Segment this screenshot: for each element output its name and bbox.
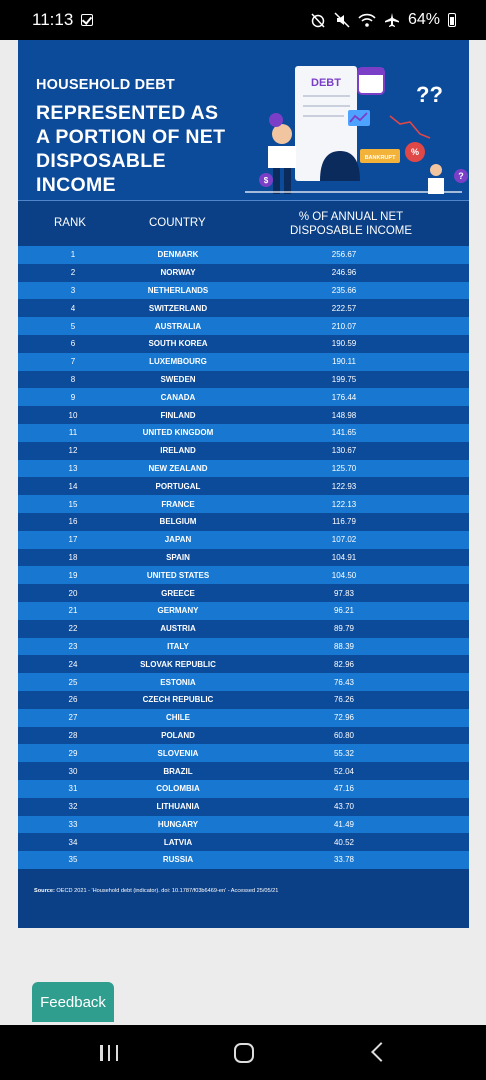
cell-country: POLAND <box>161 730 195 740</box>
cell-value: 76.43 <box>333 677 355 687</box>
cell-country: BRAZIL <box>163 766 193 776</box>
table-row <box>18 246 469 264</box>
cell-rank: 26 <box>68 695 78 705</box>
source-note <box>34 888 278 894</box>
table-row <box>18 655 469 673</box>
navigation-bar <box>0 1025 486 1080</box>
table-header <box>18 200 469 246</box>
cell-value: 176.44 <box>331 392 357 402</box>
status-left <box>32 10 93 30</box>
cell-country: DENMARK <box>157 250 199 260</box>
cell-value: 72.96 <box>333 713 355 723</box>
phone-bubble-icon <box>269 113 283 127</box>
table-row <box>18 335 469 353</box>
cell-value: 33.78 <box>333 855 355 865</box>
cell-rank: 21 <box>68 606 78 616</box>
svg-text:$: $ <box>263 176 269 185</box>
column-header-percent: % OF ANNUAL NET DISPOSABLE INCOME <box>289 211 413 237</box>
table-row <box>18 691 469 709</box>
cell-value: 82.96 <box>333 659 355 669</box>
table-row <box>18 513 469 531</box>
cell-country: ESTONIA <box>160 677 196 687</box>
cell-country: AUSTRIA <box>160 624 196 634</box>
cell-country: GREECE <box>161 588 195 598</box>
cell-country: CHILE <box>166 713 190 723</box>
cell-value: 43.70 <box>333 802 355 812</box>
cell-rank: 32 <box>68 802 78 812</box>
source-text: OECD 2021 - 'Household debt (indicator). doi: 10.1787/f03b6469-en' - Accessed 25/05/21 <box>56 888 279 894</box>
cell-value: 148.98 <box>331 410 357 420</box>
table-row <box>18 638 469 656</box>
question-marks-icon: ?? <box>416 82 443 107</box>
table-row <box>18 602 469 620</box>
cell-country: JAPAN <box>164 535 192 545</box>
table-row <box>18 673 469 691</box>
svg-text:?: ? <box>458 171 464 181</box>
cell-value: 104.91 <box>331 552 357 562</box>
cell-value: 89.79 <box>333 624 355 634</box>
cell-country: IRELAND <box>160 446 196 456</box>
cell-country: UNITED KINGDOM <box>142 428 214 438</box>
cell-country: BELGIUM <box>159 517 197 527</box>
cell-value: 116.79 <box>332 517 356 527</box>
cell-rank: 23 <box>68 641 78 651</box>
battery-icon <box>448 13 456 27</box>
cell-country: LATVIA <box>163 837 193 847</box>
table-row <box>18 709 469 727</box>
cell-rank: 30 <box>68 766 78 776</box>
cell-country: SPAIN <box>166 552 190 562</box>
table-row <box>18 282 469 300</box>
table-row <box>18 851 469 869</box>
cell-rank: 33 <box>68 819 78 829</box>
table-row <box>18 798 469 816</box>
cell-value: 60.80 <box>333 730 355 740</box>
table-row <box>18 531 469 549</box>
table-row <box>18 442 469 460</box>
cell-country: LITHUANIA <box>156 802 200 812</box>
cell-value: 122.13 <box>331 499 357 509</box>
cell-country: FINLAND <box>160 410 196 420</box>
cell-rank: 8 <box>70 374 76 384</box>
column-header-country: COUNTRY <box>149 217 206 229</box>
chart-tile-icon <box>348 110 370 126</box>
table-row <box>18 406 469 424</box>
cell-value: 107.02 <box>331 535 357 545</box>
table-row <box>18 424 469 442</box>
table-row <box>18 460 469 478</box>
cell-value: 104.50 <box>331 570 357 580</box>
cell-rank: 2 <box>70 268 76 278</box>
cell-rank: 5 <box>70 321 76 331</box>
cell-rank: 13 <box>68 463 78 473</box>
table-row <box>18 264 469 282</box>
cell-value: 125.70 <box>331 463 357 473</box>
cell-country: FRANCE <box>161 499 195 509</box>
table-row <box>18 816 469 834</box>
cell-rank: 18 <box>68 552 78 562</box>
table-row <box>18 833 469 851</box>
cell-value: 246.96 <box>331 268 357 278</box>
page-content[interactable] <box>0 40 486 1025</box>
cell-rank: 15 <box>68 499 78 509</box>
cell-value: 76.26 <box>333 695 355 705</box>
cell-rank: 16 <box>68 517 78 527</box>
cell-country: SLOVAK REPUBLIC <box>140 659 216 669</box>
cell-rank: 20 <box>68 588 78 598</box>
cell-rank: 17 <box>68 535 78 545</box>
cell-rank: 12 <box>68 446 78 456</box>
table-row <box>18 353 469 371</box>
feedback-button[interactable]: Feedback <box>32 982 114 1022</box>
cell-value: 97.83 <box>333 588 355 598</box>
cell-value: 52.04 <box>333 766 355 776</box>
table-row <box>18 549 469 567</box>
svg-text:%: % <box>410 147 420 157</box>
cell-country: SWITZERLAND <box>148 303 208 313</box>
cell-country: SWEDEN <box>160 374 196 384</box>
cell-rank: 29 <box>68 748 78 758</box>
cell-country: NETHERLANDS <box>147 285 209 295</box>
table-row <box>18 299 469 317</box>
alarm-off-icon <box>310 12 326 28</box>
table-row <box>18 317 469 335</box>
debt-table-rows <box>18 246 469 869</box>
cell-country: CZECH REPUBLIC <box>142 695 214 705</box>
cell-rank: 3 <box>70 285 76 295</box>
cell-rank: 28 <box>68 730 78 740</box>
cell-country: SOUTH KOREA <box>148 339 208 349</box>
cell-country: NEW ZEALAND <box>148 463 208 473</box>
cell-rank: 22 <box>68 624 78 634</box>
cell-value: 210.07 <box>331 321 357 331</box>
cell-country: LUXEMBOURG <box>149 357 207 367</box>
cell-rank: 19 <box>68 570 78 580</box>
infographic-title: REPRESENTED AS A PORTION OF NET DISPOSABLE INCOME <box>36 102 226 196</box>
cell-country: CANADA <box>160 392 196 402</box>
table-row <box>18 388 469 406</box>
man-figure-icon <box>268 146 296 168</box>
status-time: 11:13 <box>32 10 74 29</box>
cell-value: 122.93 <box>331 481 357 491</box>
table-row <box>18 584 469 602</box>
status-right <box>310 11 456 29</box>
status-bar <box>0 0 486 40</box>
cell-rank: 7 <box>70 357 76 367</box>
cell-country: RUSSIA <box>162 855 194 865</box>
table-row <box>18 566 469 584</box>
cell-country: NORWAY <box>160 268 196 278</box>
cell-value: 40.52 <box>333 837 355 847</box>
infographic-kicker: HOUSEHOLD DEBT <box>36 77 175 93</box>
cell-rank: 11 <box>68 428 78 438</box>
cell-value: 190.11 <box>332 357 356 367</box>
cell-value: 96.21 <box>333 606 355 616</box>
cell-country: GERMANY <box>157 606 199 616</box>
falling-chart-icon <box>390 116 430 138</box>
cell-country: SLOVENIA <box>157 748 199 758</box>
cell-value: 88.39 <box>333 641 355 651</box>
cell-country: ITALY <box>167 641 189 651</box>
home-button[interactable] <box>234 1043 254 1063</box>
table-row <box>18 477 469 495</box>
table-row <box>18 371 469 389</box>
cell-rank: 35 <box>68 855 78 865</box>
cell-country: AUSTRALIA <box>154 321 202 331</box>
cell-rank: 25 <box>68 677 78 687</box>
cell-rank: 14 <box>68 481 78 491</box>
cell-rank: 31 <box>68 784 78 794</box>
cell-value: 256.67 <box>331 250 357 260</box>
cell-country: COLOMBIA <box>156 784 200 794</box>
cell-rank: 4 <box>70 303 76 313</box>
cell-value: 130.67 <box>331 446 357 456</box>
source-label: Source: <box>34 888 55 894</box>
cell-rank: 34 <box>68 837 78 847</box>
battery-percent: 64% <box>407 11 440 28</box>
bankrupt-sign-label: BANKRUPT <box>364 155 396 161</box>
cell-value: 47.16 <box>333 784 355 794</box>
cell-value: 190.59 <box>331 339 357 349</box>
cell-value: 222.57 <box>331 303 357 313</box>
recent-apps-button[interactable] <box>100 1045 118 1061</box>
column-header-rank: RANK <box>54 217 86 229</box>
cell-value: 199.75 <box>331 374 357 384</box>
wifi-icon <box>358 12 376 28</box>
debt-illustration <box>240 54 462 194</box>
cell-value: 55.32 <box>333 748 355 758</box>
cell-rank: 27 <box>68 713 78 723</box>
table-row <box>18 727 469 745</box>
table-row <box>18 495 469 513</box>
household-debt-infographic <box>18 40 469 928</box>
cell-country: PORTUGAL <box>155 481 201 491</box>
cell-country: UNITED STATES <box>146 570 210 580</box>
checkbox-notification-icon <box>81 14 93 26</box>
table-row <box>18 744 469 762</box>
cell-country: HUNGARY <box>157 819 199 829</box>
cell-rank: 6 <box>70 339 76 349</box>
table-row <box>18 620 469 638</box>
mute-icon <box>334 12 350 28</box>
cell-rank: 1 <box>70 250 76 260</box>
table-row <box>18 762 469 780</box>
airplane-icon <box>384 12 400 28</box>
cell-rank: 9 <box>70 392 76 402</box>
cell-value: 235.66 <box>331 285 357 295</box>
cell-rank: 10 <box>68 410 78 420</box>
back-button[interactable] <box>371 1042 391 1062</box>
table-row <box>18 780 469 798</box>
cell-value: 41.49 <box>333 819 355 829</box>
cell-rank: 24 <box>68 659 78 669</box>
cell-value: 141.65 <box>331 428 357 438</box>
debt-doc-label: DEBT <box>311 77 341 89</box>
